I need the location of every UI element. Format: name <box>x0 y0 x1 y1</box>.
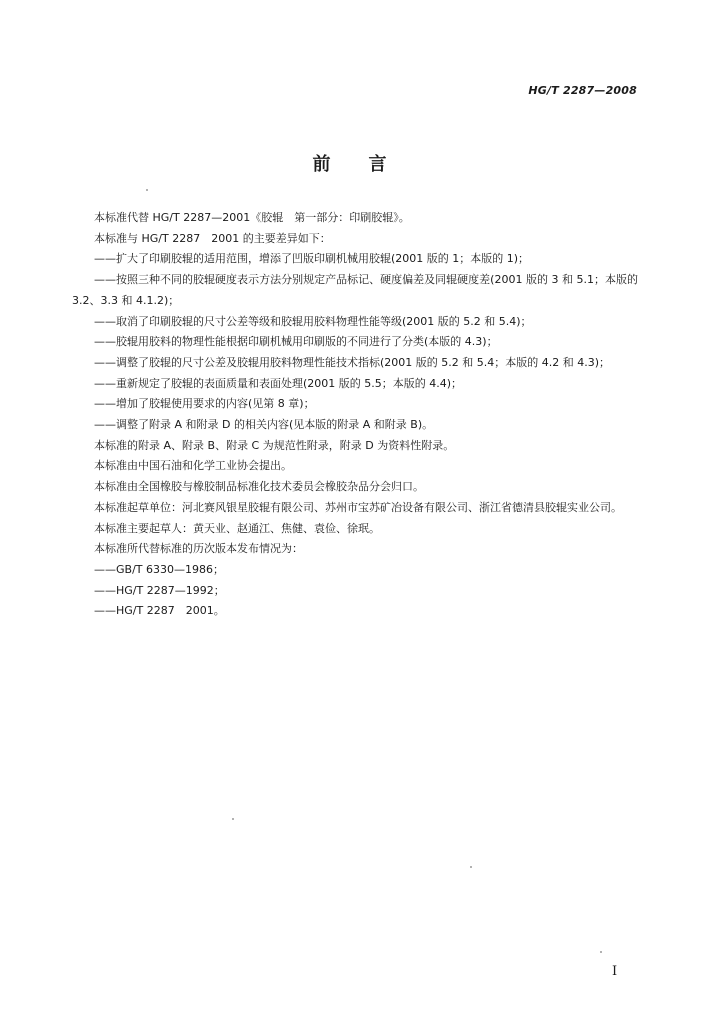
list-item: ——扩大了印刷胶辊的适用范围，增添了凹版印刷机械用胶辊(2001 版的 1；本版的 1)； <box>94 252 530 266</box>
list-item: ——取消了印刷胶辊的尺寸公差等级和胶辊用胶料物理性能等级(2001 版的 5.2 和 5.4)； <box>94 314 532 328</box>
paragraph: 本标准由全国橡胶与橡胶制品标准化技术委员会橡胶杂品分会归口。 <box>94 480 424 494</box>
list-item: ——调整了附录 A 和附录 D 的相关内容(见本版的附录 A 和附录 B)。 <box>94 418 434 432</box>
paragraph: 本标准所代替标准的历次版本发布情况为： <box>94 542 303 556</box>
scan-speck <box>146 189 148 191</box>
scan-speck <box>600 951 602 953</box>
paragraph: 本标准由中国石油和化学工业协会提出。 <box>94 459 292 473</box>
paragraph: 本标准代替 HG/T 2287—2001《胶辊 第一部分：印刷胶辊》。 <box>94 211 410 224</box>
paragraph: 本标准与 HG/T 2287 2001 的主要差异如下： <box>94 231 331 245</box>
list-item: ——胶辊用胶料的物理性能根据印刷机械用印刷版的不同进行了分类(本版的 4.3)； <box>94 335 498 349</box>
list-item: ——增加了胶辊使用要求的内容(见第 8 章)； <box>94 397 315 411</box>
page-number: I <box>612 964 618 979</box>
paragraph: 本标准主要起草人：黄天业、赵通江、焦健、袁俭、徐珉。 <box>94 521 380 535</box>
foreword-body <box>72 208 638 622</box>
list-item: ——按照三种不同的胶辊硬度表示方法分别规定产品标记、硬度偏差及同辊硬度差(2001 版的 3 和 5.1；本版的 3.2、3.3 和 4.1.2)； <box>72 273 638 307</box>
scan-speck <box>470 866 472 868</box>
page-title <box>0 150 701 176</box>
list-item: ——HG/T 2287 2001。 <box>94 604 225 618</box>
paragraph: 本标准起草单位：河北赛风银星胶辊有限公司、苏州市宝苏矿冶设备有限公司、浙江省德清县胶辊实业公司。 <box>94 500 622 514</box>
list-item: ——重新规定了胶辊的表面质量和表面处理(2001 版的 5.5；本版的 4.4)； <box>94 376 463 390</box>
standard-code: HG/T 2287—2008 <box>528 84 637 97</box>
list-item: ——调整了胶辊的尺寸公差及胶辊用胶料物理性能技术指标(2001 版的 5.2 和 5.4；本版的 4.2 和 4.3)； <box>94 355 611 369</box>
scan-speck <box>232 818 234 820</box>
paragraph: 本标准的附录 A、附录 B、附录 C 为规范性附录，附录 D 为资料性附录。 <box>94 438 455 452</box>
list-item: ——GB/T 6330—1986； <box>94 562 224 576</box>
title-char-2: 言 <box>368 154 389 175</box>
title-char-1: 前 <box>312 154 333 175</box>
list-item: ——HG/T 2287—1992； <box>94 583 225 597</box>
